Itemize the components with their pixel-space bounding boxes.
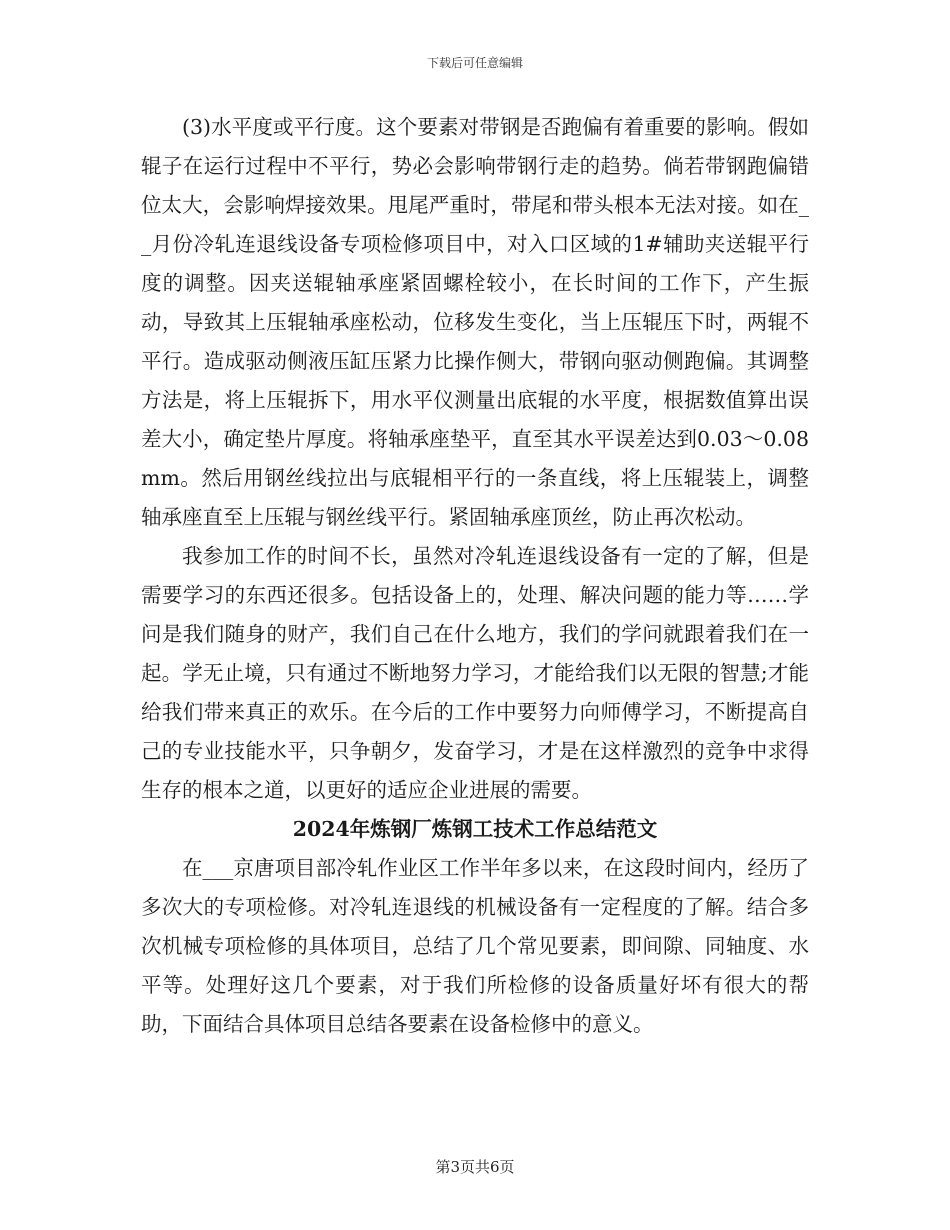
paragraph-intro: 在___京唐项目部冷轧作业区工作半年多以来，在这段时间内，经历了多次大的专项检修。对冷轧连退线的机械设备有一定程度的了解。结合多次机械专项检修的具体项目，总结了几个常见要素，即间隙、同轴度、水平等。处理好这几个要素，对于我们所检修的设备质量好坏有很大的帮助，下面结合具体项目总结各要素在设备检修中的意义。 bbox=[141, 856, 809, 1036]
paragraph-flatness: (3)水平度或平行度。这个要素对带钢是否跑偏有着重要的影响。假如辊子在运行过程中不平行，势必会影响带钢行走的趋势。倘若带钢跑偏错位太大，会影响焊接效果。甩尾严重时，带尾和带头根本无法对接。如在__月份冷轧连退线设备专项检修项目中，对入口区域的1#辅助夹送辊平行度的调整。因夹送辊轴承座紧固螺栓较小，在长时间的工作下，产生振动，导致其上压辊轴承座松动，位移发生变化，当上压辊压下时，两辊不平行。造成驱动侧液压缸压紧力比操作侧大，带钢向驱动侧跑偏。其调整方法是，将上压辊拆下，用水平仪测量出底辊的水平度，根据数值算出误差大小，确定垫片厚度。将轴承座垫平，直至其水平误差达到0.03～0.08mm。然后用钢丝线拉出与底辊相平行的一条直线，将上压辊装上，调整轴承座直至上压辊与钢丝线平行。紧固轴承座顶丝，防止再次松动。 bbox=[141, 115, 809, 529]
paragraph-learning: 我参加工作的时间不长，虽然对冷轧连退线设备有一定的了解，但是需要学习的东西还很多。包括设备上的，处理、解决问题的能力等……学问是我们随身的财产，我们自己在什么地方，我们的学问就跟着我们在一起。学无止境，只有通过不断地努力学习，才能给我们以无限的智慧;才能给我们带来真正的欢乐。在今后的工作中要努力向师傅学习，不断提高自己的专业技能水平，只争朝夕，发奋学习，才是在这样激烈的竞争中求得生存的根本之道，以更好的适应企业进展的需要。 bbox=[141, 544, 809, 802]
page-header: 下载后可任意编辑 bbox=[426, 56, 523, 70]
page-number: 第3页共6页 bbox=[435, 1158, 515, 1176]
section-title: 2024年炼钢厂炼钢工技术工作总结范文 bbox=[292, 817, 658, 841]
document-body bbox=[141, 108, 809, 1044]
